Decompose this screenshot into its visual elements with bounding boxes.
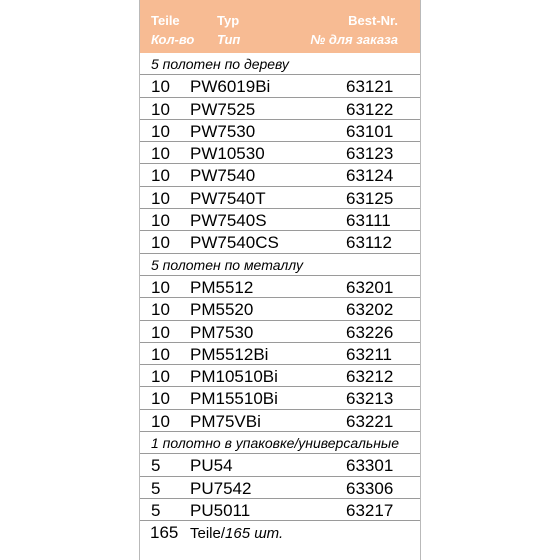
order-number-cell: 63226 [346,322,394,342]
table-row [140,321,420,343]
type-cell: PM5512 [190,277,254,297]
header-type-ru: Тип [217,32,241,47]
qty-cell: 10 [151,367,170,387]
type-cell: PW7530 [190,121,256,141]
header-order-no-de: Best-Nr. [348,13,398,28]
section-title: 5 полотен по дереву [151,56,289,72]
table-row [140,499,420,521]
qty-cell: 5 [151,478,161,498]
type-cell: PW7525 [190,99,256,119]
table-row [140,454,420,476]
header-type-de: Typ [217,13,240,28]
type-cell: PW7540T [190,188,266,208]
header-order-no-ru: № для заказа [310,32,398,47]
type-cell: PW7540 [190,166,256,186]
type-cell: PU54 [190,456,233,476]
order-number-cell: 63306 [346,478,394,498]
order-number-cell: 63201 [346,277,394,297]
type-cell: PU5011 [190,500,251,520]
order-number-cell: 63221 [346,411,394,431]
type-cell: PM5512Bi [190,344,269,364]
table-row [140,387,420,409]
table-row [140,410,420,432]
qty-cell: 10 [151,233,170,253]
total-label-ru: 165 шт. [225,525,284,543]
order-number-cell: 63121 [346,77,394,97]
header-qty-de: Teile [151,13,180,28]
type-cell: PM10510Bi [190,367,278,387]
type-cell: PW10530 [190,144,265,164]
order-number-cell: 63125 [346,188,394,208]
order-number-cell: 63111 [346,211,391,231]
order-number-cell: 63112 [346,233,393,253]
qty-cell: 10 [151,121,170,141]
order-number-cell: 63211 [346,344,393,364]
order-number-cell: 63202 [346,300,394,320]
qty-cell: 5 [151,500,161,520]
qty-cell: 10 [151,411,170,431]
qty-cell: 10 [151,144,170,164]
table-row [140,75,420,97]
type-cell: PU7542 [190,478,252,498]
qty-cell: 10 [151,344,170,364]
qty-cell: 10 [151,77,170,97]
header-qty-ru: Кол-во [151,32,195,47]
total-label-de: Teile/ [190,525,226,543]
section-title-row [140,254,420,276]
total-label [190,524,283,543]
qty-cell: 10 [151,389,170,409]
order-number-cell: 63122 [346,99,394,119]
type-cell: PW7540CS [190,233,279,253]
table-row [140,477,420,499]
table-row [140,120,420,142]
table-row [140,343,420,365]
table-row [140,209,420,231]
table-body [140,53,420,521]
qty-cell: 10 [151,322,170,342]
total-qty: 165 [150,523,179,543]
qty-cell: 10 [151,188,170,208]
order-number-cell: 63101 [346,121,394,141]
qty-cell: 5 [151,456,161,476]
type-cell: PW6019Bi [190,77,271,97]
order-number-cell: 63124 [346,166,394,186]
type-cell: PW7540S [190,211,267,231]
section-title: 5 полотен по металлу [151,256,303,273]
section-title-row [140,432,420,454]
table-row [140,142,420,164]
table-row [140,98,420,120]
table-row [140,365,420,387]
type-cell: PM75VBi [190,411,261,431]
order-number-cell: 63217 [346,500,394,520]
type-cell: PM5520 [190,300,254,320]
qty-cell: 10 [151,99,170,119]
order-number-cell: 63213 [346,389,394,409]
order-number-cell: 63123 [346,144,394,164]
table-header [140,0,420,53]
table-row [140,276,420,298]
table-row [140,231,420,253]
type-cell: PM7530 [190,322,254,342]
table-row [140,298,420,320]
total-row [140,521,420,543]
section-title-row [140,53,420,75]
qty-cell: 10 [151,211,170,231]
table-row [140,187,420,209]
table-row [140,164,420,186]
section-title: 1 полотно в упаковке/универсальные [151,435,400,452]
type-cell: PM15510Bi [190,389,278,409]
order-number-cell: 63212 [346,367,394,387]
qty-cell: 10 [151,300,170,320]
qty-cell: 10 [151,277,170,297]
order-number-cell: 63301 [346,456,394,476]
parts-list-card [139,0,421,560]
qty-cell: 10 [151,166,170,186]
